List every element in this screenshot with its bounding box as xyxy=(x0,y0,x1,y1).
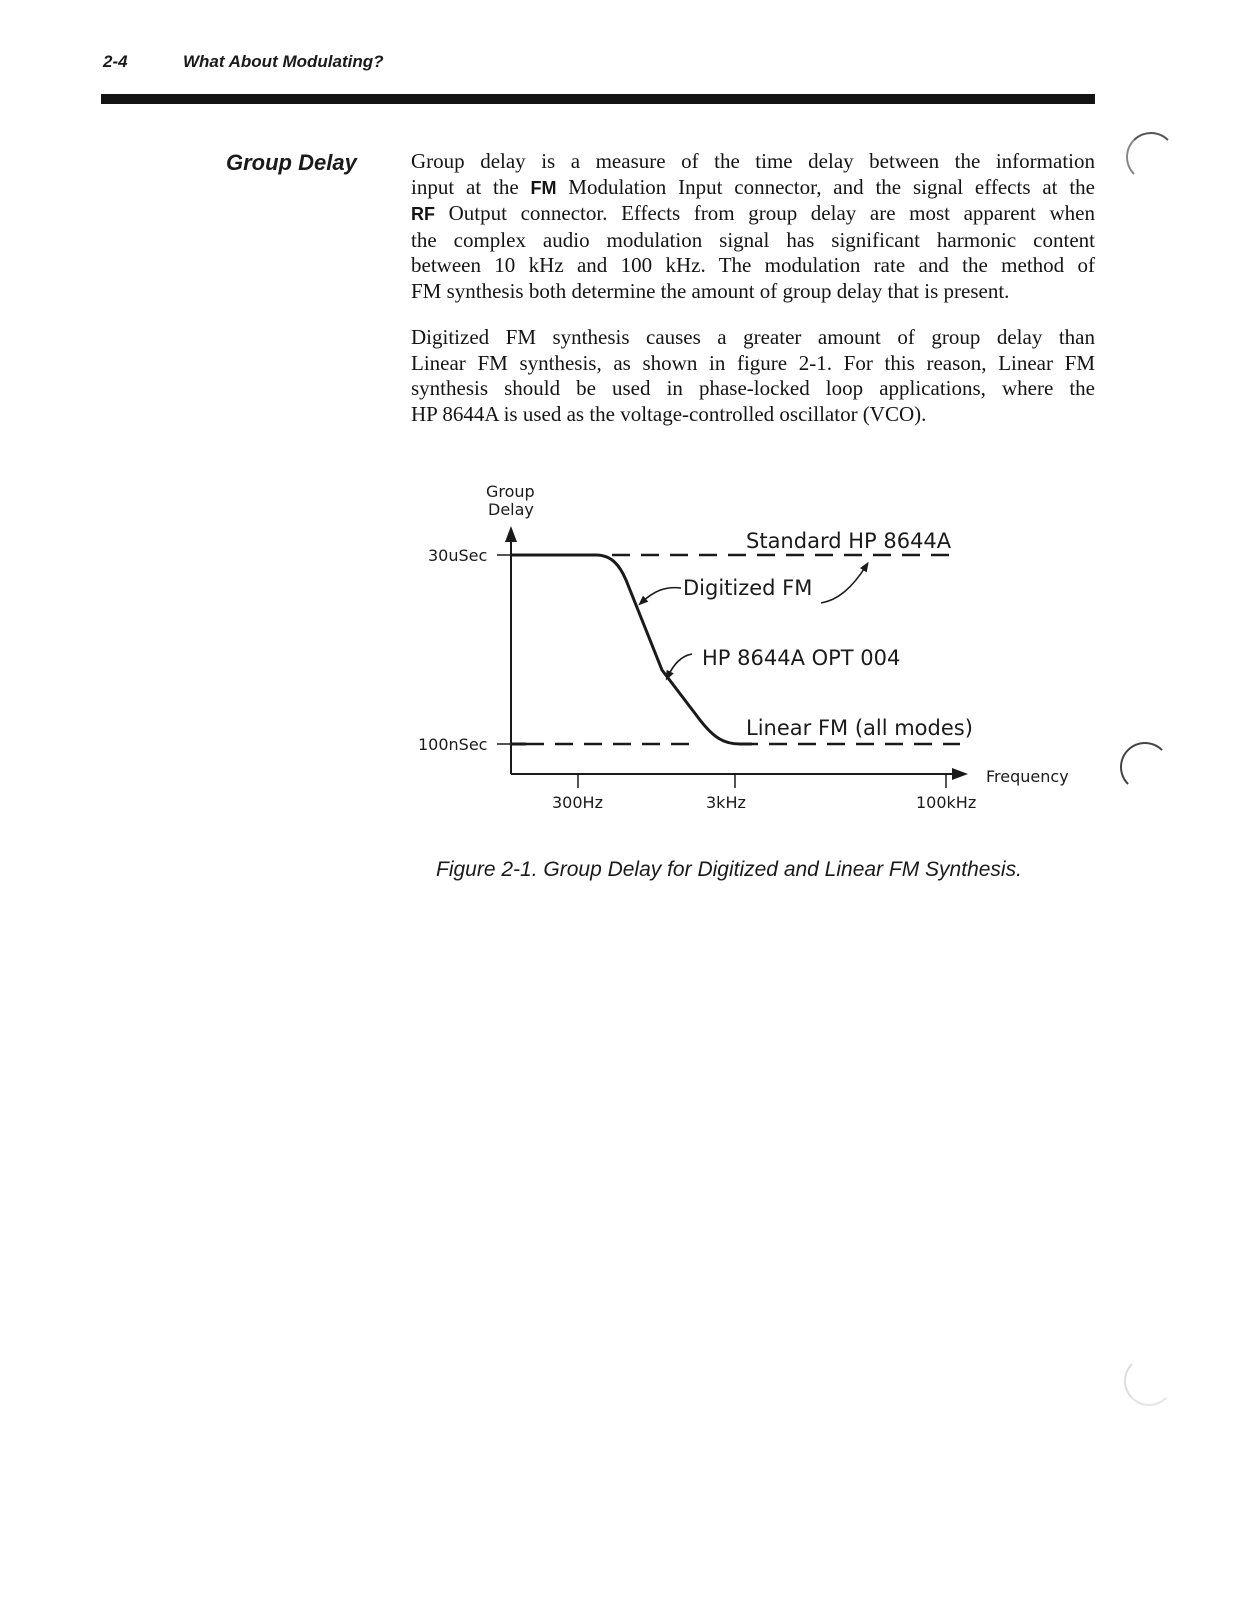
x-axis-arrow-icon xyxy=(952,768,968,780)
paragraph-1-line-5: between 10 kHz and 100 kHz. The modulation rate and the method of xyxy=(411,253,1095,278)
paragraph-1 xyxy=(411,149,1095,305)
annotation-digitized-fm: Digitized FM xyxy=(683,576,813,600)
paragraph-2-line-4: HP 8644A is used as the voltage-controlled oscillator (VCO). xyxy=(411,401,927,426)
binder-hole-mark-top xyxy=(1126,132,1176,182)
group-delay-figure xyxy=(400,470,1100,830)
paragraph-2-line-3: synthesis should be used in phase-locked loop applications, where the xyxy=(411,376,1095,401)
x-tick-label-3khz: 3kHz xyxy=(706,793,746,812)
annotation-linear-fm: Linear FM (all modes) xyxy=(746,716,973,740)
y-tick-label-30usec: 30uSec xyxy=(428,546,488,565)
digitized-pointer-arrow-icon xyxy=(642,588,681,602)
y-axis-label-line-2: Delay xyxy=(488,500,534,519)
y-tick-label-100nsec: 100nSec xyxy=(418,735,488,754)
paragraph-2-line-1: Digitized FM synthesis causes a greater amount of group delay than xyxy=(411,325,1095,349)
annotation-standard-hp8644a: Standard HP 8644A xyxy=(746,529,952,553)
opt004-pointer-arrow-icon xyxy=(668,654,692,676)
paragraph-1-line-4: the complex audio modulation signal has significant harmonic content xyxy=(411,227,1095,252)
paragraph-2-line-2: Linear FM synthesis, as shown in figure 2-1. For this reason, Linear FM xyxy=(411,350,1095,375)
binder-hole-mark-middle xyxy=(1120,742,1170,792)
paragraph-1-line-1: Group delay is a measure of the time delay between the information xyxy=(411,149,1095,173)
running-header xyxy=(103,52,383,72)
x-axis-label: Frequency xyxy=(986,767,1069,786)
paragraph-2 xyxy=(411,325,1095,427)
figure-caption: Figure 2-1. Group Delay for Digitized and Linear FM Synthesis. xyxy=(436,858,1022,881)
annotation-opt004: HP 8644A OPT 004 xyxy=(702,646,901,670)
paragraph-1-line-6: FM synthesis both determine the amount of group delay that is present. xyxy=(411,278,1010,303)
page-number: 2-4 xyxy=(103,52,128,71)
group-delay-chart xyxy=(400,470,1100,830)
header-rule xyxy=(101,94,1095,104)
x-tick-label-100khz: 100kHz xyxy=(916,793,977,812)
paragraph-1-line-3: RF Output connector. Effects from group delay are most apparent when xyxy=(411,201,1095,226)
paragraph-1-line-2: input at the FM Modulation Input connector, and the signal effects at the xyxy=(411,174,1095,199)
y-axis-arrow-icon xyxy=(505,526,517,542)
binder-hole-mark-bottom xyxy=(1124,1356,1174,1406)
x-tick-label-300hz: 300Hz xyxy=(552,793,603,812)
section-title: What About Modulating? xyxy=(183,52,384,71)
rf-connector-label: RF xyxy=(411,204,435,225)
standard-pointer-arrow-icon xyxy=(821,566,866,603)
section-heading: Group Delay xyxy=(226,150,357,175)
y-axis-label-line-1: Group xyxy=(486,482,535,501)
fm-connector-label: FM xyxy=(530,177,557,198)
